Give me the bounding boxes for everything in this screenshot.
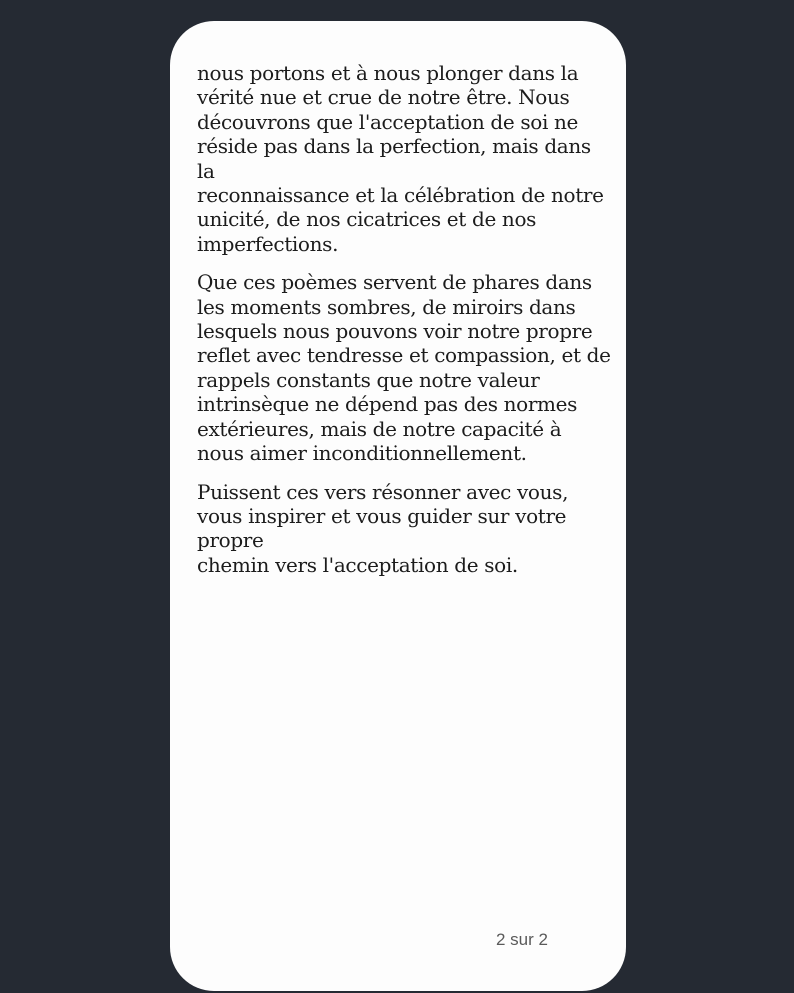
text-line: lesquels nous pouvons voir notre propre <box>197 319 593 344</box>
text-line: extérieures, mais de notre capacité à <box>197 416 562 441</box>
text-line: vous inspirer et vous guider sur votre <box>197 503 567 528</box>
text-line: découvrons que l'acceptation de soi ne <box>197 109 579 134</box>
text-line: Puissent ces vers résonner avec vous, <box>197 479 569 504</box>
text-line: reflet avec tendresse et compassion, et de <box>197 343 611 368</box>
document-page <box>170 21 626 991</box>
text-line: chemin vers l'acceptation de soi. <box>197 552 518 577</box>
text-line: propre <box>197 528 264 553</box>
text-line: réside pas dans la perfection, mais dans <box>197 134 591 159</box>
text-line: unicité, de nos cicatrices et de nos <box>197 207 537 232</box>
text-line: nous portons et à nous plonger dans la <box>197 61 579 85</box>
text-line: imperfections. <box>197 231 339 256</box>
text-line: Que ces poèmes servent de phares dans <box>197 270 592 295</box>
text-line: les moments sombres, de miroirs dans <box>197 294 576 319</box>
paragraph-1 <box>197 61 617 256</box>
text-line: la <box>197 158 215 183</box>
text-line: reconnaissance et la célébration de notre <box>197 183 604 208</box>
text-line: vérité nue et crue de notre être. Nous <box>197 85 570 110</box>
text-line: intrinsèque ne dépend pas des normes <box>197 392 578 417</box>
text-line: rappels constants que notre valeur <box>197 367 540 392</box>
paragraph-2 <box>197 270 617 465</box>
page-indicator: 2 sur 2 <box>496 930 548 949</box>
document-text <box>197 61 617 591</box>
text-line: nous aimer inconditionnellement. <box>197 441 527 466</box>
paragraph-3 <box>197 480 617 578</box>
